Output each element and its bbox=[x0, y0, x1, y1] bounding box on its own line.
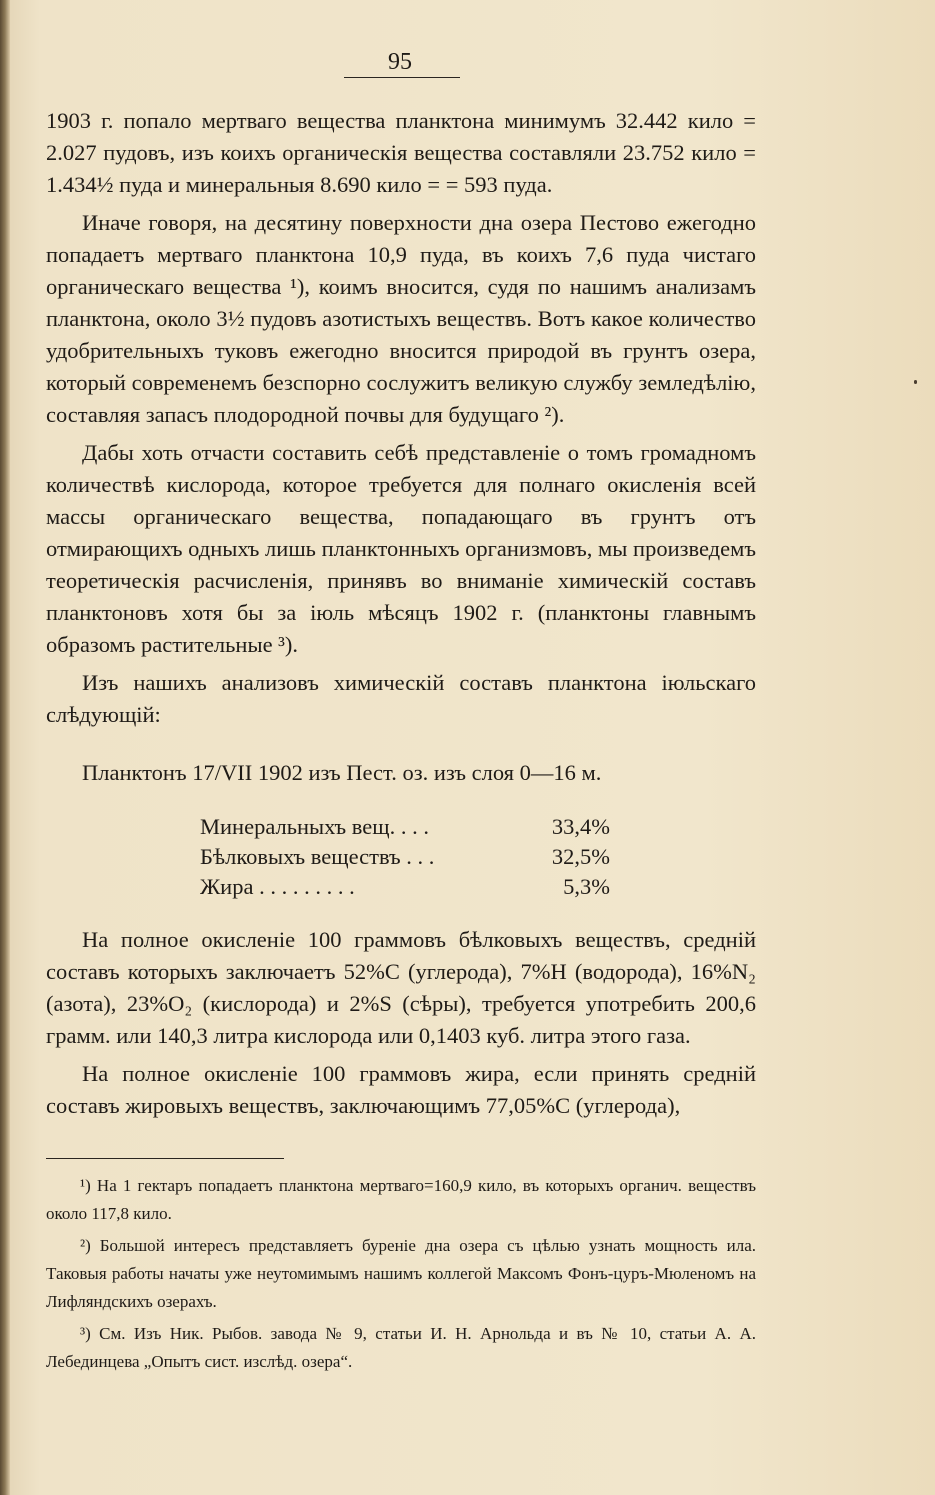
composition-value: 32,5% bbox=[551, 844, 610, 869]
paragraph-4: Изъ нашихъ анализовъ химическій составъ планктона іюльскаго слѣдующій: bbox=[46, 670, 756, 727]
header-rule bbox=[344, 77, 460, 78]
composition-value: 33,4% bbox=[551, 814, 610, 839]
book-binding-edge bbox=[0, 0, 10, 1495]
composition-label: Бѣлковыхъ веществъ . . . bbox=[200, 844, 435, 869]
paragraph-5: На полное окисленіе 100 граммовъ бѣлковыхъ веществъ, среднiй составъ которыхъ заключаетъ 52%C (углерода), 7%H (водорода), 16%N₂ (азота), 23%O₂ (кислорода) и 2%S (сѣры), требуется употребить 200,6 грамм. или 140,3 литра кислорода или 0,1403 куб. литра этого газа. bbox=[46, 927, 756, 1048]
main-text bbox=[46, 105, 756, 731]
sample-heading: Планктонъ 17/VII 1902 изъ Пест. оз. изъ слоя 0—16 м. bbox=[82, 760, 602, 785]
composition-row-fat bbox=[200, 872, 610, 902]
footnotes bbox=[46, 1172, 756, 1376]
paragraph-6: На полное окисленіе 100 граммовъ жира, если принять среднiй составъ жировыхъ веществъ, заключающимъ 77,05%C (углерода), bbox=[46, 1061, 756, 1118]
composition-row-protein bbox=[200, 842, 610, 872]
composition-label: Жира . . . . . . . . . bbox=[200, 874, 355, 899]
composition-table bbox=[200, 812, 610, 902]
footnote-3: ³) См. Изъ Ник. Рыбов. завода № 9, статьи И. Н. Арнольда и въ № 10, статьи А. А. Лебединцева „Опытъ сист. изслѣд. озера“. bbox=[46, 1324, 756, 1371]
footnote-2: ²) Большой интересъ представляетъ буреніе дна озера съ цѣлью узнать мощность ила. Таковыя работы начаты уже неутомимымъ нашимъ коллегой Максомъ Фонъ-цуръ-Мюленомъ на Лифляндскихъ озерахъ. bbox=[46, 1236, 756, 1311]
composition-value: 5,3% bbox=[563, 874, 610, 899]
main-text-continued bbox=[46, 924, 756, 1122]
composition-row-mineral bbox=[200, 812, 610, 842]
page-number: 95 bbox=[388, 49, 412, 75]
paragraph-2: Иначе говоря, на десятину поверхности дна озера Пестово ежегодно попадаетъ мертваго планктона 10,9 пуда, въ коихъ 7,6 пуда чистаго органическаго вещества ¹), коимъ вносится, судя по нашимъ анализамъ планктона, около 3½ пудовъ азотистыхъ веществъ. Вотъ какое количество удобрительныхъ туковъ ежегодно вносится природой въ грунтъ озера, который современемъ безспорно сослужитъ великую службу земледѣлію, составляя запасъ плодородной почвы для будущаго ²). bbox=[46, 210, 756, 427]
composition-label: Минеральныхъ вещ. . . . bbox=[200, 814, 429, 839]
paragraph-3: Дабы хоть отчасти составить себѣ представленіе о томъ громадномъ количествѣ кислорода, которое требуется для полнаго окисленія всей массы органическаго вещества, попадающаго въ грунтъ отъ отмирающихъ одныхъ лишь планктонныхъ организмовъ, мы произведемъ теоретическія расчисленія, принявъ во вниманіе химическій составъ планктоновъ хотя бы за іюль мѣсяцъ 1902 г. (планктоны главнымъ образомъ растительные ³). bbox=[46, 440, 756, 657]
footnote-rule bbox=[46, 1158, 284, 1159]
footnote-1: ¹) На 1 гектаръ попадаетъ планктона мертваго=160,9 кило, въ которыхъ органич. веществъ около 117,8 кило. bbox=[46, 1176, 756, 1223]
ink-spot bbox=[914, 380, 917, 384]
paragraph-1: 1903 г. попало мертваго вещества планктона минимумъ 32.442 кило = 2.027 пудовъ, изъ коихъ органическія вещества составляли 23.752 кило = 1.434½ пуда и минеральныя 8.690 кило = = 593 пуда. bbox=[46, 108, 756, 197]
